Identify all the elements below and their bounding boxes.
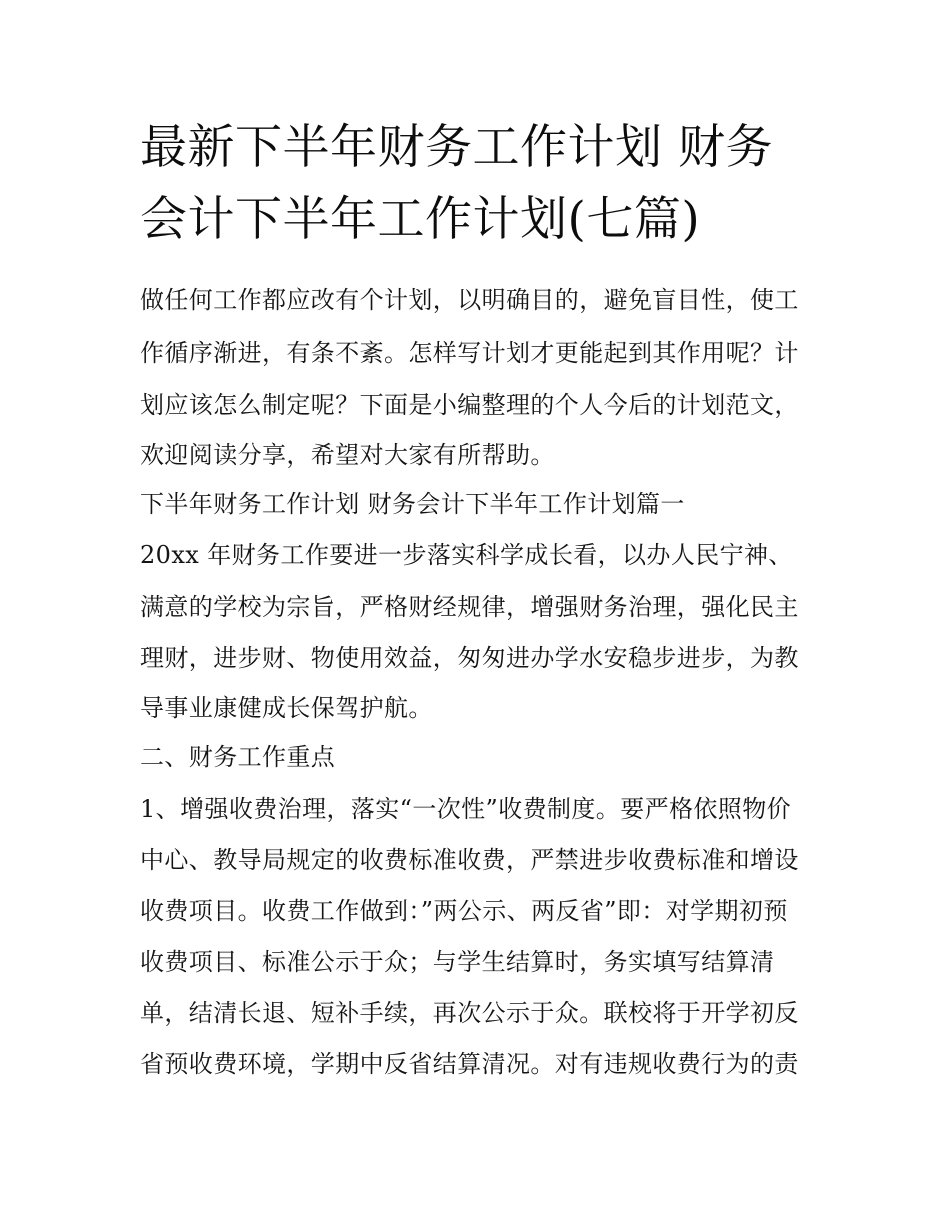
- subheading-financial-focus: 二、财务工作重点: [140, 743, 336, 771]
- section-heading: 下半年财务工作计划 财务会计下半年工作计划篇一: [140, 490, 685, 518]
- document-title: [140, 112, 820, 256]
- intro-line-4: 欢迎阅读分享，希望对大家有所帮助。: [140, 441, 555, 469]
- body-line-7: 收费项目。收费工作做到：”两公示、两反省”即：对学期初预: [140, 897, 788, 925]
- body-line-9: 单，结清长退、短补手续，再次公示于众。联校将于开学初反: [140, 999, 799, 1027]
- body-line-8: 收费项目、标准公示于众；与学生结算时，务实填写结算清: [140, 948, 775, 976]
- body-line-6: 中心、教导局规定的收费标准收费，严禁进步收费标准和增设: [140, 846, 799, 874]
- body-line-2: 满意的学校为宗旨，严格财经规律，增强财务治理，强化民主: [140, 593, 799, 621]
- body-line-5: 1、增强收费治理，落实“一次性”收费制度。要严格依照物价: [140, 795, 792, 823]
- intro-line-2: 作循序渐进，有条不紊。怎样写计划才更能起到其作用呢？计: [140, 339, 799, 367]
- body-line-10: 省预收费环境，学期中反省结算清况。对有违规收费行为的责: [140, 1050, 799, 1078]
- body-line-4: 导事业康健成长保驾护航。: [140, 694, 433, 722]
- body-line-3: 理财，进步财、物使用效益，匆匆进办学水安稳步进步，为教: [140, 644, 799, 672]
- title-line-2: 会计下半年工作计划(七篇): [140, 192, 701, 247]
- body-line-1: 20xx 年财务工作要进一步落实科学成长看，以办人民宁神、: [140, 541, 793, 569]
- intro-line-1: 做任何工作都应改有个计划，以明确目的，避免盲目性，使工: [140, 286, 799, 314]
- intro-line-3: 划应该怎么制定呢？下面是小编整理的个人今后的计划范文，: [140, 391, 799, 419]
- title-line-1: 最新下半年财务工作计划 财务: [140, 120, 773, 175]
